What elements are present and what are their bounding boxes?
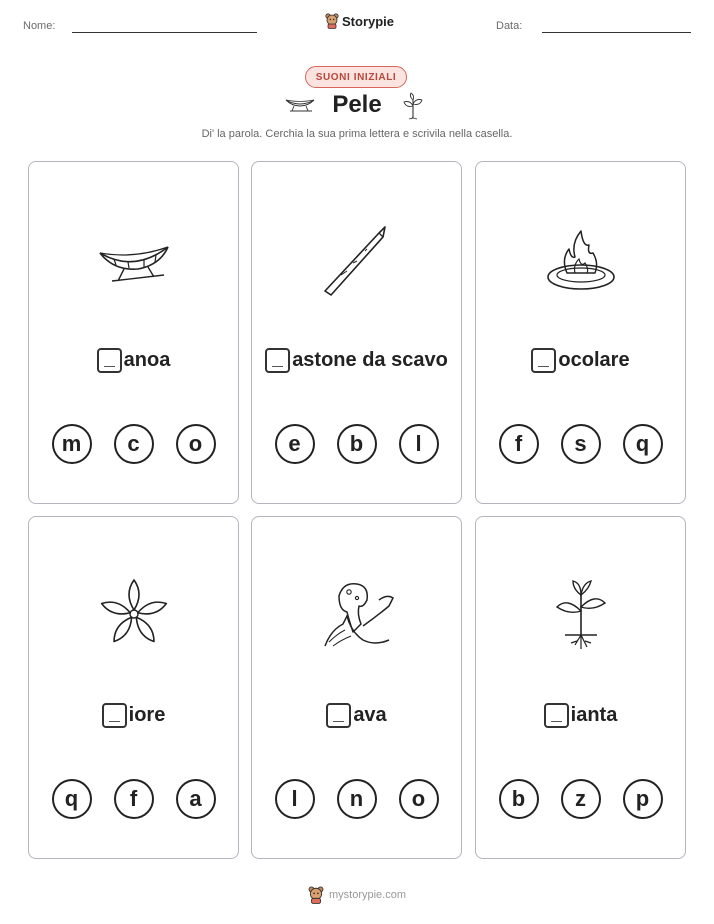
- answer-box[interactable]: [531, 348, 556, 373]
- digging-stick-icon: [317, 219, 397, 299]
- letter-choice[interactable]: f: [499, 424, 539, 464]
- page-title: Pele: [332, 91, 382, 118]
- plant-icon: [402, 92, 424, 120]
- letter-choice[interactable]: c: [114, 424, 154, 464]
- letter-choice[interactable]: m: [52, 424, 92, 464]
- letter-choice[interactable]: o: [399, 779, 439, 819]
- bear-icon: [325, 13, 339, 29]
- letter-choice[interactable]: e: [275, 424, 315, 464]
- name-label: Nome:: [23, 20, 56, 32]
- lava-icon: [317, 576, 397, 652]
- word-ending: astone da scavo: [292, 349, 448, 371]
- letter-choice[interactable]: b: [337, 424, 377, 464]
- word-card: [251, 516, 462, 859]
- brand-name: Storypie: [342, 13, 395, 29]
- letter-choice[interactable]: q: [623, 424, 663, 464]
- letter-choice[interactable]: b: [499, 779, 539, 819]
- plant-icon: [551, 577, 611, 651]
- letter-choice[interactable]: q: [52, 779, 92, 819]
- storypie-logo: [325, 13, 394, 29]
- answer-box[interactable]: [326, 703, 351, 728]
- word-ending: ianta: [570, 704, 618, 726]
- letter-choice[interactable]: s: [561, 424, 601, 464]
- date-line[interactable]: [542, 32, 691, 33]
- word-ending: ocolare: [558, 349, 630, 371]
- word-card: [251, 161, 462, 504]
- name-line[interactable]: [72, 32, 257, 33]
- answer-box[interactable]: [265, 348, 290, 373]
- word-card: [475, 516, 686, 859]
- answer-box[interactable]: [102, 703, 127, 728]
- word-card: [28, 161, 239, 504]
- letter-choice[interactable]: a: [176, 779, 216, 819]
- word-ending: ava: [353, 704, 387, 726]
- answer-box[interactable]: [97, 348, 122, 373]
- letter-choice[interactable]: p: [623, 779, 663, 819]
- canoe-icon: [94, 229, 174, 289]
- fire-pit-icon: [541, 223, 621, 295]
- letter-choice[interactable]: l: [399, 424, 439, 464]
- letter-choice[interactable]: n: [337, 779, 377, 819]
- answer-box[interactable]: [544, 703, 569, 728]
- letter-choice[interactable]: o: [176, 424, 216, 464]
- word-card: [28, 516, 239, 859]
- letter-choice[interactable]: f: [114, 779, 154, 819]
- instructions: Di' la parola. Cerchia la sua prima lettera e scrivila nella casella.: [201, 128, 513, 140]
- flower-icon: [96, 576, 172, 652]
- date-label: Data:: [496, 20, 523, 32]
- footer: [0, 886, 714, 904]
- category-badge: SUONI INIZIALI: [305, 66, 407, 88]
- word-card: [475, 161, 686, 504]
- letter-choice[interactable]: z: [561, 779, 601, 819]
- word-ending: anoa: [123, 349, 171, 371]
- word-ending: iore: [128, 704, 166, 726]
- letter-choice[interactable]: l: [275, 779, 315, 819]
- footer-url[interactable]: mystorypie.com: [328, 889, 407, 901]
- bear-icon: [308, 886, 324, 904]
